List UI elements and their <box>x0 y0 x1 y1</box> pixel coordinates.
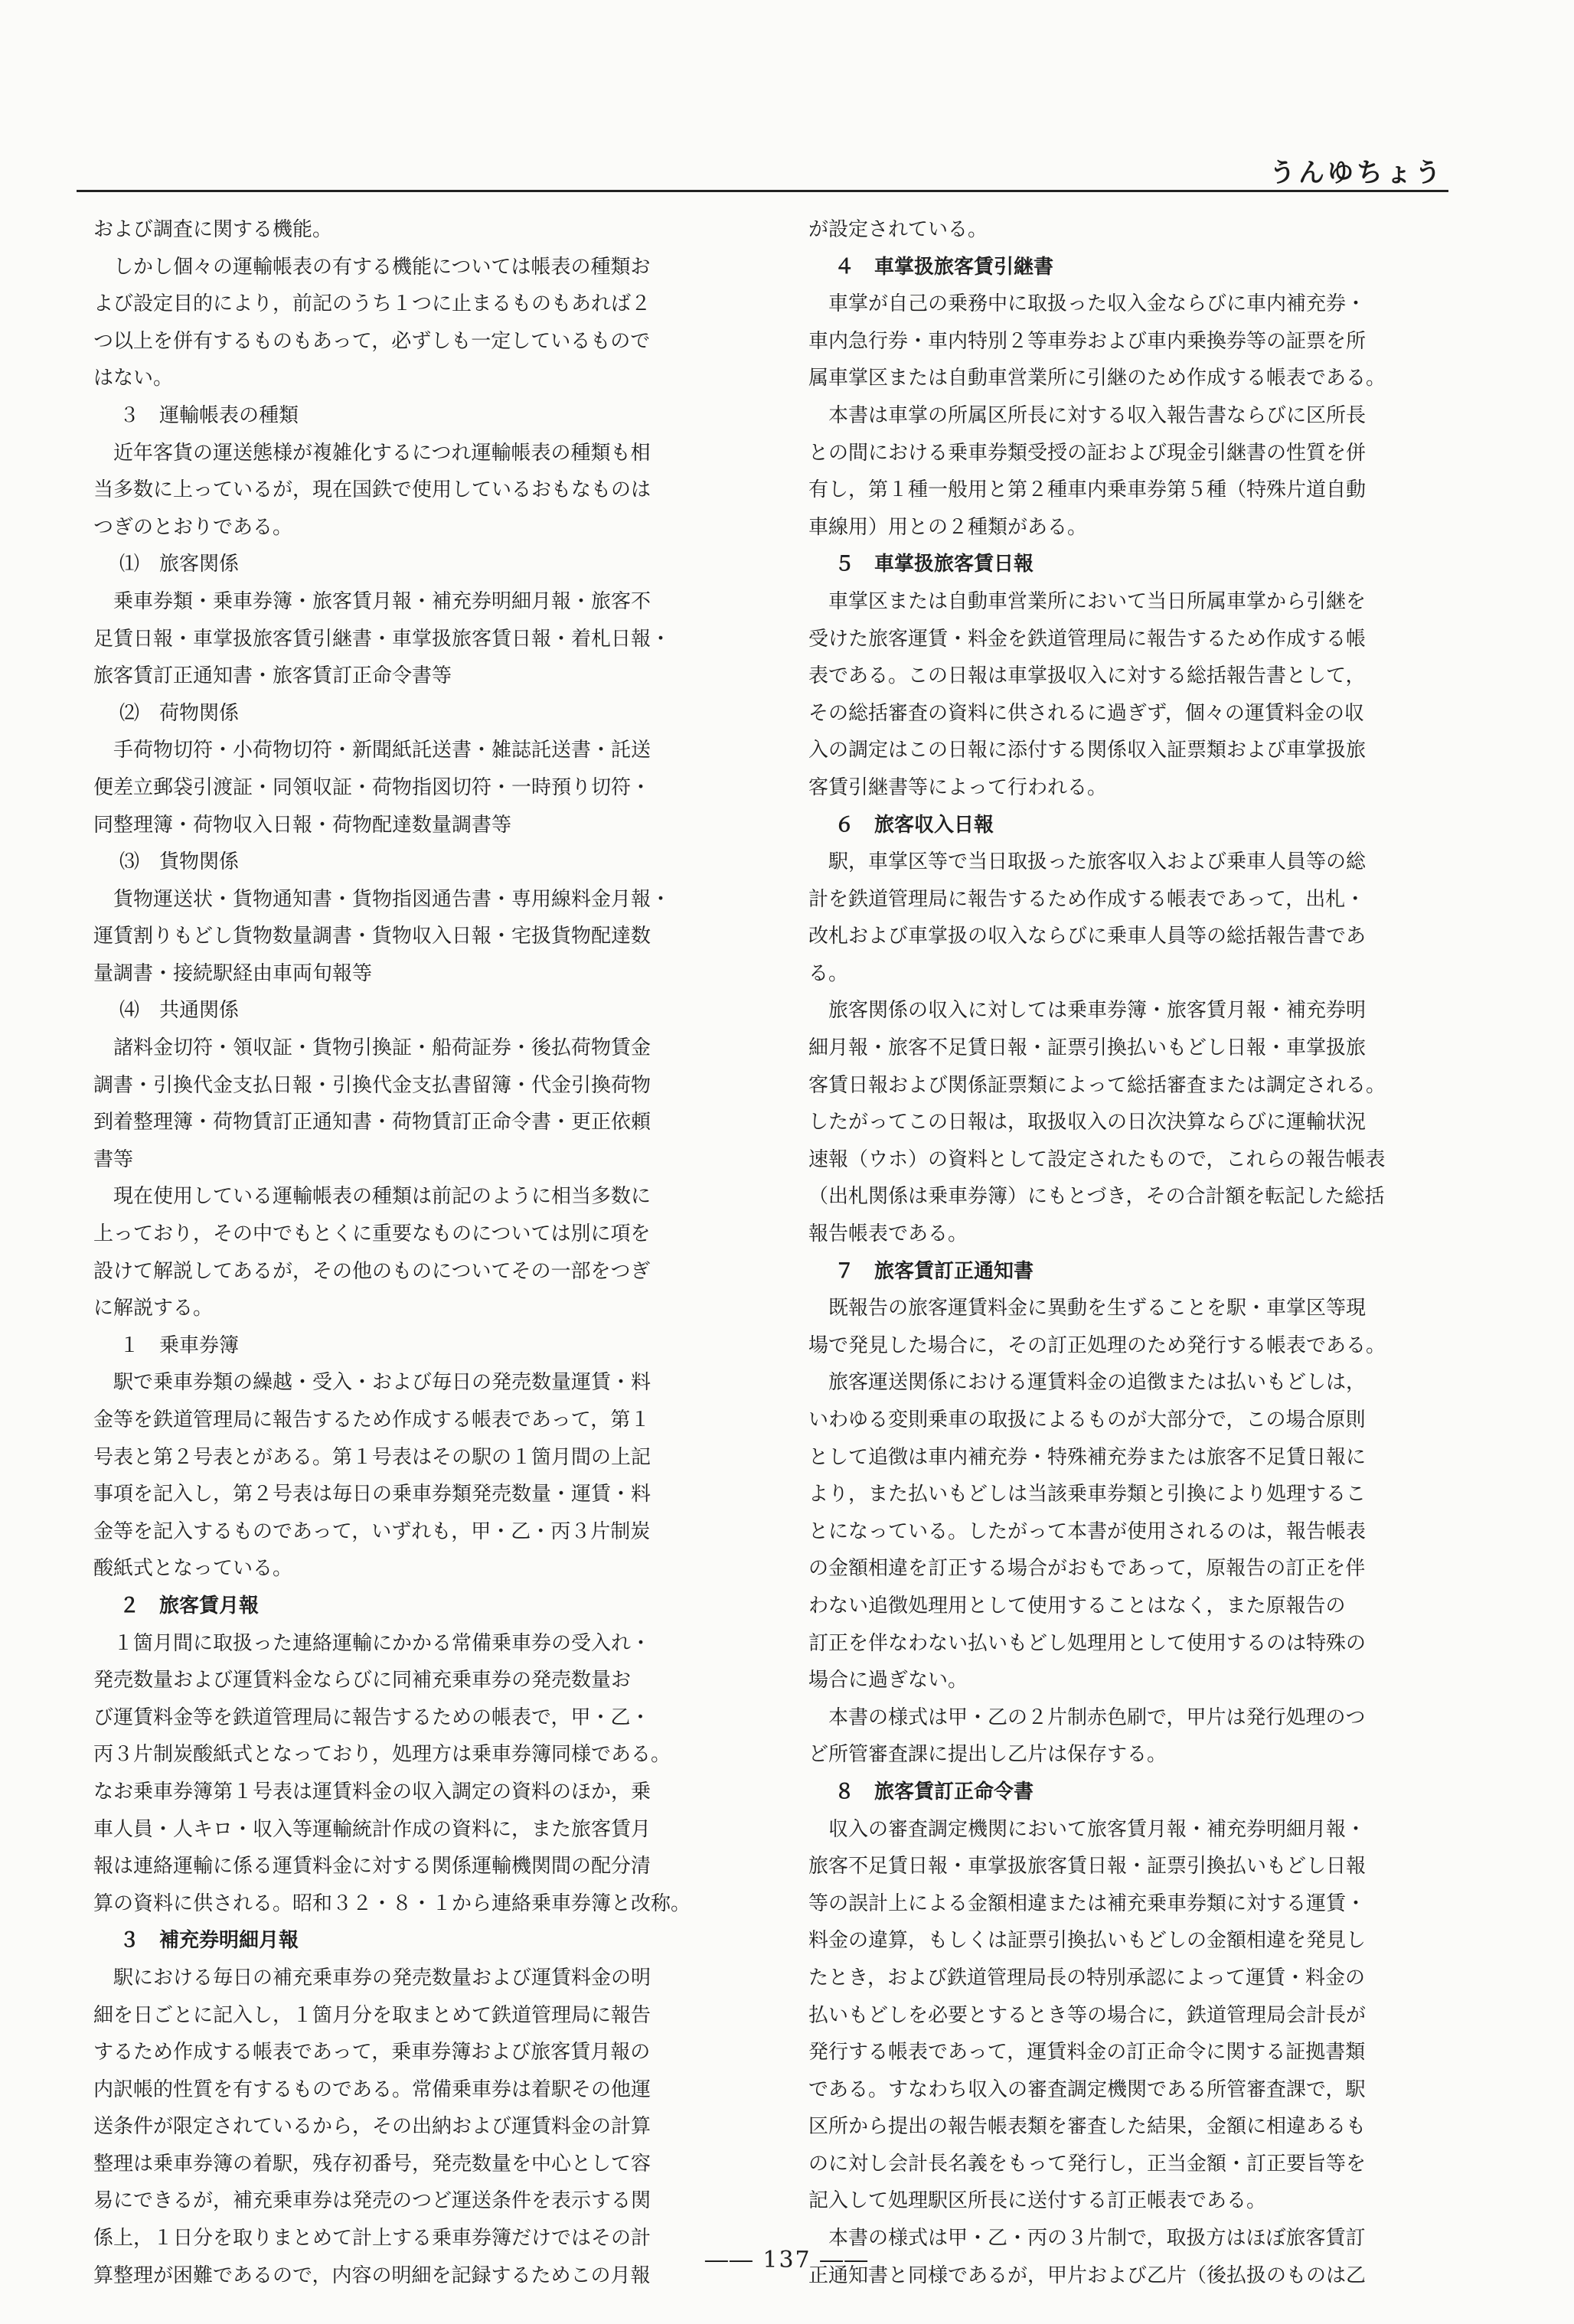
running-head: うんゆちょう <box>1269 158 1444 188</box>
section-heading: ５ 車掌扱旅客賃日報 <box>834 553 1034 576</box>
text-line: である。すなわち収入の審査調定機関である所管審査課で，駅 <box>808 2078 1366 2101</box>
text-line: び運賃料金等を鉄道管理局に報告するための帳表で，甲・乙・ <box>93 1705 651 1729</box>
text-line: 属車掌区または自動車営業所に引継のため作成する帳表である。 <box>808 367 1386 390</box>
section-heading: ７ 旅客賃訂正通知書 <box>834 1259 1034 1283</box>
text-line: のに対し会計長名義をもって発行し，正当金額・訂正要旨等を <box>808 2152 1367 2175</box>
section-heading: ３ 補充券明細月報 <box>119 1929 299 1953</box>
page-number: ―― 137 ―― <box>704 2247 870 2273</box>
text-line: 有し，第１種一般用と第２種車内乗車券第５種（特殊片道自動 <box>808 478 1367 502</box>
text-line: 細を日ごとに記入し，１箇月分を取まとめて鉄道管理局に報告 <box>93 2003 651 2027</box>
right-column <box>808 211 1482 2294</box>
text-line: するため作成する帳表であって，乗車券簿および旅客賃月報の <box>93 2041 651 2065</box>
text-line: および調査に関する機能。 <box>93 218 333 241</box>
text-line: 細月報・旅客不足賃日報・証票引換払いもどし日報・車掌扱旅 <box>808 1036 1367 1060</box>
text-line: 車掌が自己の乗務中に取扱った収入金ならびに車内補充券・ <box>828 292 1367 316</box>
text-line: 号表と第２号表とがある。第１号表はその駅の１箇月間の上記 <box>93 1445 651 1469</box>
section-heading: ⑴ 旅客関係 <box>119 553 240 576</box>
text-line: 計を鉄道管理局に報告するため作成する帳表であって，出札・ <box>808 887 1366 911</box>
text-line: 報は連絡運輸に係る運賃料金に対する関係運輸機関間の配分清 <box>93 1855 651 1878</box>
text-line: 車掌区または自動車営業所において当日所属車掌から引継を <box>828 589 1367 613</box>
text-line: つぎのとおりである。 <box>93 515 293 539</box>
section-heading: ３ 運輸帳表の種類 <box>119 403 299 427</box>
text-line: 旅客関係の収入に対しては乗車券簿・旅客賃月報・補充券明 <box>828 999 1367 1023</box>
text-line: はない。 <box>93 367 174 390</box>
text-line: 等の誤計上による金額相違または補充乗車券類に対する運賃・ <box>808 1892 1367 1915</box>
text-line: 駅における毎日の補充乗車券の発売数量および運賃料金の明 <box>113 1966 651 1989</box>
section-heading: １ 乗車券簿 <box>119 1333 240 1357</box>
text-line: 発行する帳表であって，運賃料金の訂正命令に関する証拠書類 <box>808 2041 1366 2065</box>
text-line: 算の資料に供される。昭和３２・８・１から連絡乗車券簿と改称。 <box>93 1892 691 1915</box>
text-line: 訂正を伴なわない払いもどし処理用として使用するのは特殊の <box>808 1631 1367 1655</box>
text-line: 旅客賃訂正通知書・旅客賃訂正命令書等 <box>93 664 452 688</box>
text-line: 現在使用している運輸帳表の種類は前記のように相当多数に <box>113 1185 651 1209</box>
section-heading: ⑵ 荷物関係 <box>119 701 240 725</box>
text-line: 設けて解説してあるが，その他のものについてその一部をつぎ <box>93 1259 651 1283</box>
text-line: たとき，および鉄道管理局長の特別承認によって運賃・料金の <box>808 1966 1365 1989</box>
section-heading: ８ 旅客賃訂正命令書 <box>834 1780 1034 1803</box>
text-line: 当多数に上っているが，現在国鉄で使用しているおもなものは <box>93 478 651 502</box>
text-line: したがってこの日報は，取扱収入の日次決算ならびに運輸状況 <box>808 1111 1367 1134</box>
left-column <box>93 211 767 2294</box>
text-line: 旅客運送関係における運賃料金の追徴または払いもどしは， <box>828 1371 1367 1395</box>
header-rule <box>77 190 1448 192</box>
text-line: 車人員・人キロ・収入等運輸統計作成の資料に，また旅客賃月 <box>93 1817 651 1841</box>
text-line: 調書・引換代金支払日報・引換代金支払書留簿・代金引換荷物 <box>93 1073 651 1097</box>
text-line: 区所から提出の報告帳表類を審査した結果，金額に相違あるも <box>808 2115 1367 2139</box>
text-line: 本書は車掌の所属区所長に対する収入報告書ならびに区所長 <box>828 403 1367 427</box>
text-line: 車線用）用との２種類がある。 <box>808 515 1088 539</box>
text-line: 上っており，その中でもとくに重要なものについては別に項を <box>93 1222 651 1246</box>
text-line: 量調書・接続駅経由車両旬報等 <box>93 961 373 985</box>
text-line: 表である。この日報は車掌扱収入に対する総括報告書として， <box>808 664 1366 688</box>
text-line: 易にできるが，補充乗車券は発売のつど運送条件を表示する関 <box>93 2189 651 2213</box>
text-line: 酸紙式となっている。 <box>93 1557 293 1581</box>
text-line: （出札関係は乗車券簿）にもとづき，その合計額を転記した総括 <box>808 1185 1385 1209</box>
text-line: 係上，１日分を取りまとめて計上する乗車券簿だけではその計 <box>93 2227 651 2251</box>
text-line: が設定されている。 <box>808 218 988 241</box>
text-line: 料金の違算，もしくは証票引換払いもどしの金額相違を発見し <box>808 1929 1367 1953</box>
text-line: 駅，車掌区等で当日取扱った旅客収入および乗車人員等の総 <box>828 850 1367 874</box>
text-line: 金等を鉄道管理局に報告するため作成する帳表であって，第１ <box>93 1408 651 1431</box>
text-line: 近年客貨の運送態様が複雑化するにつれ運輸帳表の種類も相 <box>113 441 651 465</box>
text-line: 旅客不足賃日報・車掌扱旅客賃日報・証票引換払いもどし日報 <box>808 1855 1367 1878</box>
text-line: 受けた旅客運賃・料金を鉄道管理局に報告するため作成する帳 <box>808 627 1367 651</box>
text-line: 便差立郵袋引渡証・同領収証・荷物指図切符・一時預り切符・ <box>93 775 651 799</box>
text-line: より，また払いもどしは当該乗車券類と引換により処理するこ <box>808 1483 1367 1506</box>
text-line: 改札および車掌扱の収入ならびに乗車人員等の総括報告書であ <box>808 925 1367 948</box>
text-line: る。 <box>808 961 849 985</box>
text-line: なお乗車券簿第１号表は運賃料金の収入調定の資料のほか，乗 <box>93 1780 651 1803</box>
text-line: 運賃割りもどし貨物数量調書・貨物収入日報・宅扱貨物配達数 <box>93 925 651 948</box>
text-line: 本書の様式は甲・乙の２片制赤色刷で，甲片は発行処理のつ <box>828 1705 1366 1729</box>
text-line: 送条件が限定されているから，その出納および運賃料金の計算 <box>93 2115 651 2139</box>
text-line: 客賃引継書等によって行われる。 <box>808 775 1108 799</box>
text-line: とになっている。したがって本書が使用されるのは，報告帳表 <box>808 1519 1367 1543</box>
text-line: しかし個々の運輸帳表の有する機能については帳表の種類お <box>113 255 651 279</box>
text-line: よび設定目的により，前記のうち１つに止まるものもあれば２ <box>93 292 651 316</box>
text-line: 手荷物切符・小荷物切符・新聞紙託送書・雑誌託送書・託送 <box>113 739 651 762</box>
text-line: 報告帳表である。 <box>808 1222 968 1246</box>
section-heading: ６ 旅客収入日報 <box>834 813 994 837</box>
text-line: として追徴は車内補充券・特殊補充券または旅客不足賃日報に <box>808 1445 1367 1469</box>
text-line: 整理は乗車券簿の着駅，残存初番号，発売数量を中心として容 <box>93 2152 651 2175</box>
text-line: 正通知書と同様であるが，甲片および乙片（後払扱のものは乙 <box>808 2264 1367 2287</box>
section-heading: ⑷ 共通関係 <box>119 999 240 1023</box>
text-line: 事項を記入し，第２号表は毎日の乗車券類発売数量・運賃・料 <box>93 1483 651 1506</box>
text-line: 同整理簿・荷物収入日報・荷物配達数量調書等 <box>93 813 512 837</box>
text-line: 速報（ウホ）の資料として設定されたもので，これらの報告帳表 <box>808 1147 1386 1171</box>
text-line: 既報告の旅客運賃料金に異動を生ずることを駅・車掌区等現 <box>828 1297 1367 1320</box>
text-line: に解説する。 <box>93 1297 214 1320</box>
text-line: 記入して処理駅区所長に送付する訂正帳表である。 <box>808 2189 1267 2213</box>
text-line: 諸料金切符・領収証・貨物引換証・船荷証券・後払荷物賃金 <box>113 1036 651 1060</box>
text-line: 内訳帳的性質を有するものである。常備乗車券は着駅その他運 <box>93 2078 651 2101</box>
text-line: ど所管審査課に提出し乙片は保存する。 <box>808 1743 1167 1767</box>
text-line: 客賃日報および関係証票類によって総括審査または調定される。 <box>808 1073 1386 1097</box>
text-line: 丙３片制炭酸紙式となっており，処理方は乗車券簿同様である。 <box>93 1743 671 1767</box>
text-line: つ以上を併有するものもあって，必ずしも一定しているもので <box>93 329 651 353</box>
text-line: 場で発見した場合に，その訂正処理のため発行する帳表である。 <box>808 1333 1386 1357</box>
text-line: との間における乗車券類受授の証および現金引継書の性質を併 <box>808 441 1367 465</box>
text-line: 車内急行券・車内特別２等車券および車内乗換券等の証票を所 <box>808 329 1367 353</box>
text-line: わない追徴処理用として使用することはなく，また原報告の <box>808 1594 1346 1617</box>
text-line: 入の調定はこの日報に添付する関係収入証票類および車掌扱旅 <box>808 739 1367 762</box>
text-line: 算整理が困難であるので，内容の明細を記録するためこの月報 <box>93 2264 651 2287</box>
text-line: 書等 <box>93 1147 134 1171</box>
text-line: 足賃日報・車掌扱旅客賃引継書・車掌扱旅客賃日報・着札日報・ <box>93 627 671 651</box>
text-line: 乗車券類・乗車券簿・旅客賃月報・補充券明細月報・旅客不 <box>113 589 651 613</box>
text-line: 駅で乗車券類の繰越・受入・および毎日の発売数量運賃・料 <box>113 1371 651 1395</box>
section-heading: ⑶ 貨物関係 <box>119 850 240 874</box>
text-line: 払いもどしを必要とするとき等の場合に，鉄道管理局会計長が <box>808 2003 1367 2027</box>
section-heading: ２ 旅客賃月報 <box>119 1594 260 1617</box>
text-line: 収入の審査調定機関において旅客賃月報・補充券明細月報・ <box>828 1817 1367 1841</box>
text-line: 発売数量および運賃料金ならびに同補充乗車券の発売数量お <box>93 1669 632 1692</box>
text-line: その総括審査の資料に供されるに過ぎず，個々の運賃料金の収 <box>808 701 1364 725</box>
text-line: の金額相違を訂正する場合がおもであって，原報告の訂正を伴 <box>808 1557 1366 1581</box>
text-line: 到着整理簿・荷物賃訂正通知書・荷物賃訂正命令書・更正依頼 <box>93 1111 651 1134</box>
text-line: 本書の様式は甲・乙・丙の３片制で，取扱方はほぼ旅客賃訂 <box>828 2227 1366 2251</box>
text-line: 貨物運送状・貨物通知書・貨物指図通告書・専用線料金月報・ <box>113 887 671 911</box>
text-line: 場合に過ぎない。 <box>808 1669 968 1692</box>
text-line: 金等を記入するものであって，いずれも，甲・乙・丙３片制炭 <box>93 1519 651 1543</box>
text-line: １箇月間に取扱った連絡運輸にかかる常備乗車券の受入れ・ <box>113 1631 651 1655</box>
section-heading: ４ 車掌扱旅客賃引継書 <box>834 255 1054 279</box>
text-line: いわゆる変則乗車の取扱によるものが大部分で，この場合原則 <box>808 1408 1366 1431</box>
